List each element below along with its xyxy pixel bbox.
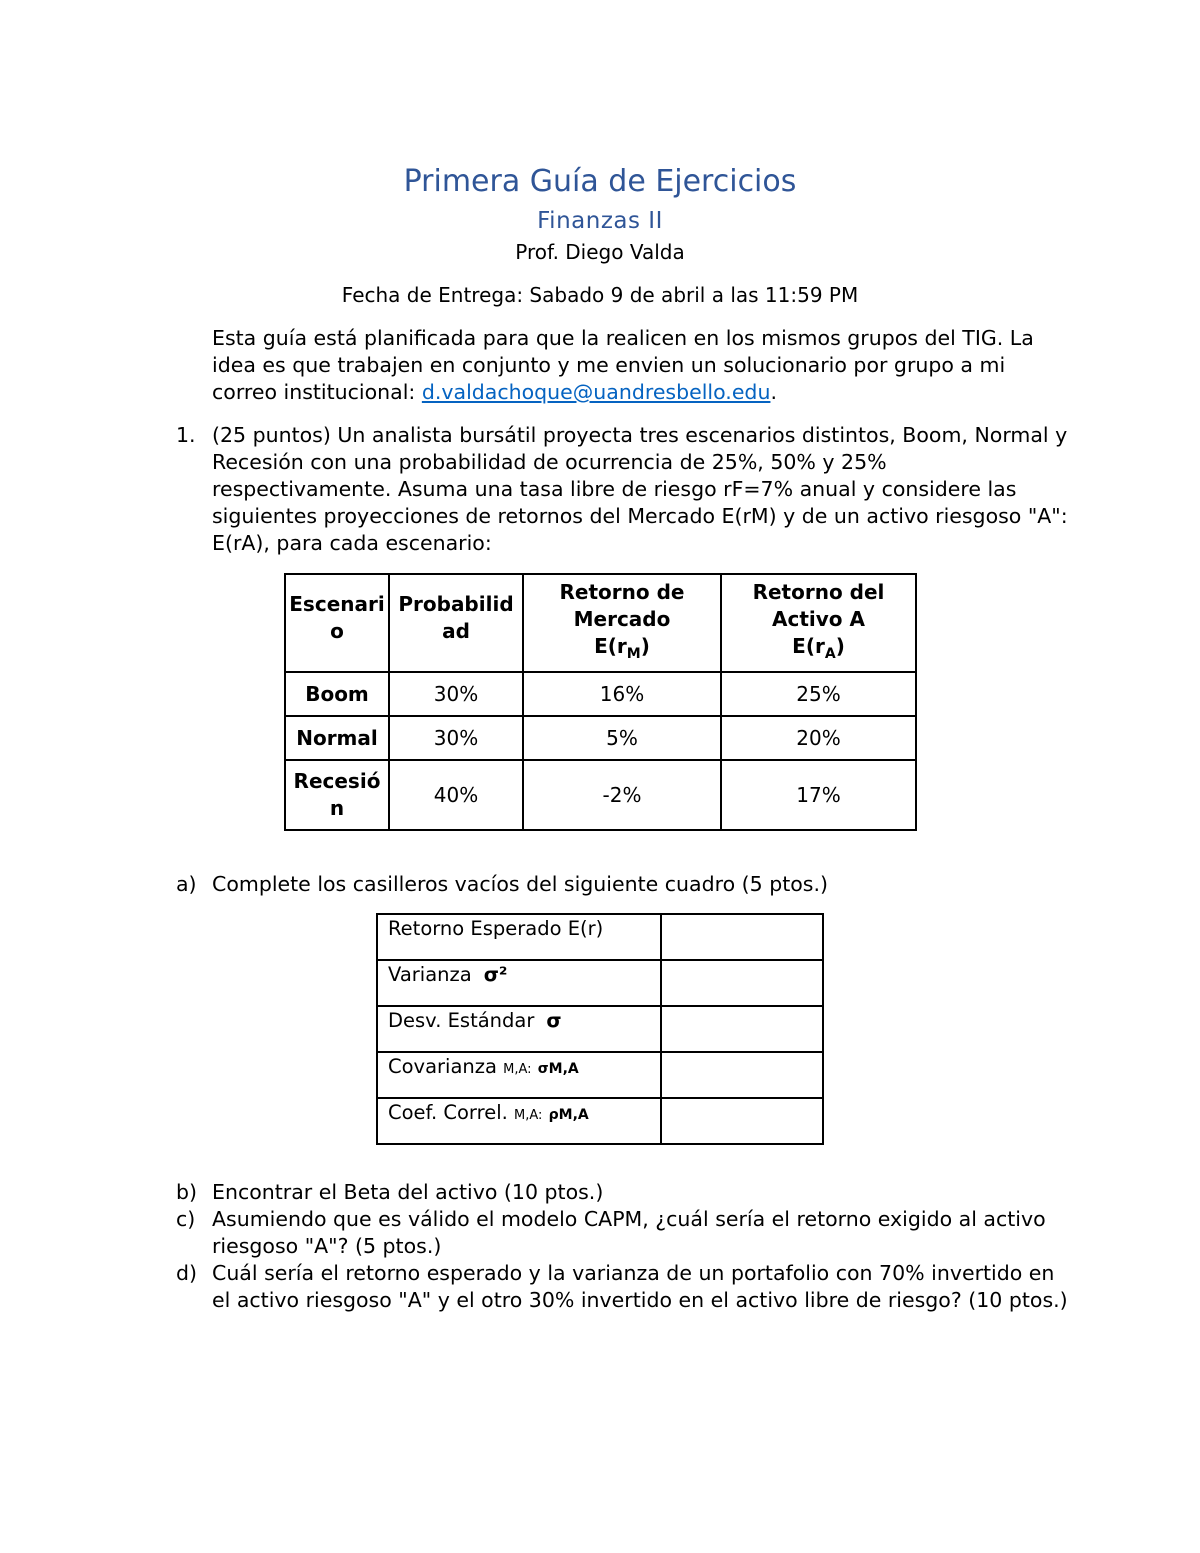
email-link[interactable]: d.valdachoque@uandresbello.edu [421, 380, 771, 404]
due-date: Fecha de Entrega: Sabado 9 de abril a las 11:59 PM [341, 283, 859, 307]
sigma-squared-symbol: σ² [483, 963, 508, 986]
table-header-row [285, 574, 916, 672]
table-row [285, 672, 916, 716]
subscript-ma: M,A: [514, 1108, 543, 1123]
question-number: 1. [176, 423, 196, 447]
table-row [377, 960, 823, 1006]
asset-return-cell: 20% [721, 716, 916, 760]
answer-cell[interactable] [661, 1098, 823, 1144]
header-asset-line2: Activo A [772, 607, 865, 631]
asset-return-cell: 17% [721, 760, 916, 830]
covariance-symbol: σM,A [537, 1061, 579, 1077]
part-b-text: Encontrar el Beta del activo (10 ptos.) [212, 1180, 604, 1204]
scenario-cell: Normal [285, 716, 389, 760]
header-probability-text: Probabilidad [398, 592, 514, 643]
stat-label [377, 1098, 661, 1144]
stat-label-text: Retorno Esperado E(r) [388, 917, 604, 940]
part-b-letter: b) [176, 1180, 198, 1204]
market-return-cell: 16% [523, 672, 721, 716]
scenario-cell [285, 760, 389, 830]
probability-cell: 30% [389, 672, 523, 716]
answer-cell[interactable] [661, 1052, 823, 1098]
intro-text: Esta guía está planificada para que la realicen en los mismos grupos del TIG. La idea es que trabajen en conjunto y me envien un solucionario por grupo a mi correo institucional: [212, 326, 1034, 404]
probability-cell: 40% [389, 760, 523, 830]
header-market-line3 [526, 633, 718, 668]
table-row [285, 760, 916, 830]
intro-end: . [770, 380, 777, 404]
header-asset-sub: A [824, 646, 836, 662]
professor-name: Prof. Diego Valda [515, 240, 685, 264]
header-asset-line3 [724, 633, 913, 668]
stat-label [377, 1006, 661, 1052]
scenario-table [284, 573, 917, 831]
table-row [377, 1098, 823, 1144]
header-probability [389, 574, 523, 672]
stat-label [377, 960, 661, 1006]
intro-paragraph [212, 325, 1072, 406]
scenario-cell: Boom [285, 672, 389, 716]
header-market-line1: Retorno de [559, 580, 685, 604]
part-a-text: Complete los casilleros vacíos del siguiente cuadro (5 ptos.) [212, 872, 828, 896]
header-market-er: E(r [594, 634, 627, 658]
scenario-cell-text: Recesión [293, 769, 381, 820]
header-scenario [285, 574, 389, 672]
part-d-text: Cuál sería el retorno esperado y la varianza de un portafolio con 70% invertido en el activo riesgoso "A" y el otro 30% invertido en el activo libre de riesgo? (10 ptos.) [212, 1261, 1068, 1312]
sigma-symbol: σ [546, 1009, 562, 1032]
table-row [377, 1006, 823, 1052]
table-row [285, 716, 916, 760]
header-scenario-text: Escenario [289, 592, 385, 643]
stat-label [377, 914, 661, 960]
header-market-line2: Mercado [573, 607, 671, 631]
header-market-return [523, 574, 721, 672]
part-d-letter: d) [176, 1261, 198, 1285]
market-return-cell: 5% [523, 716, 721, 760]
stat-label-text: Coef. Correl. [388, 1101, 508, 1124]
market-return-cell: -2% [523, 760, 721, 830]
header-asset-er: E(r [792, 634, 825, 658]
table-row [377, 1052, 823, 1098]
header-asset-line1: Retorno del [752, 580, 885, 604]
stat-label-text: Covarianza [388, 1055, 497, 1078]
asset-return-cell: 25% [721, 672, 916, 716]
question-1-text: (25 puntos) Un analista bursátil proyecta tres escenarios distintos, Boom, Normal y Recesión con una probabilidad de ocurrencia de 25%, 50% y 25% respectivamente. Asuma una tasa libre de riesgo rF=7% anual y considere las siguientes proyecciones de retornos del Mercado E(rM) y de un activo riesgoso "A": E(rA), para cada escenario: [212, 423, 1068, 555]
subscript-ma: M,A: [503, 1062, 532, 1077]
answer-cell[interactable] [661, 914, 823, 960]
stat-label-text: Varianza [388, 963, 472, 986]
header-market-close: ) [640, 634, 650, 658]
header-asset-close: ) [835, 634, 845, 658]
part-c-text: Asumiendo que es válido el modelo CAPM, ¿cuál sería el retorno exigido al activo riesgoso "A"? (5 ptos.) [212, 1207, 1046, 1258]
correlation-symbol: ρM,A [548, 1107, 589, 1123]
stat-label [377, 1052, 661, 1098]
stats-table [376, 913, 824, 1145]
page-title: Primera Guía de Ejercicios [403, 164, 797, 199]
stat-label-text: Desv. Estándar [388, 1009, 535, 1032]
part-a-letter: a) [176, 872, 197, 896]
answer-cell[interactable] [661, 960, 823, 1006]
header-asset-return [721, 574, 916, 672]
probability-cell: 30% [389, 716, 523, 760]
table-row [377, 914, 823, 960]
header-market-sub: M [626, 646, 641, 662]
answer-cell[interactable] [661, 1006, 823, 1052]
part-c-letter: c) [176, 1207, 196, 1231]
course-subtitle: Finanzas II [537, 208, 663, 234]
